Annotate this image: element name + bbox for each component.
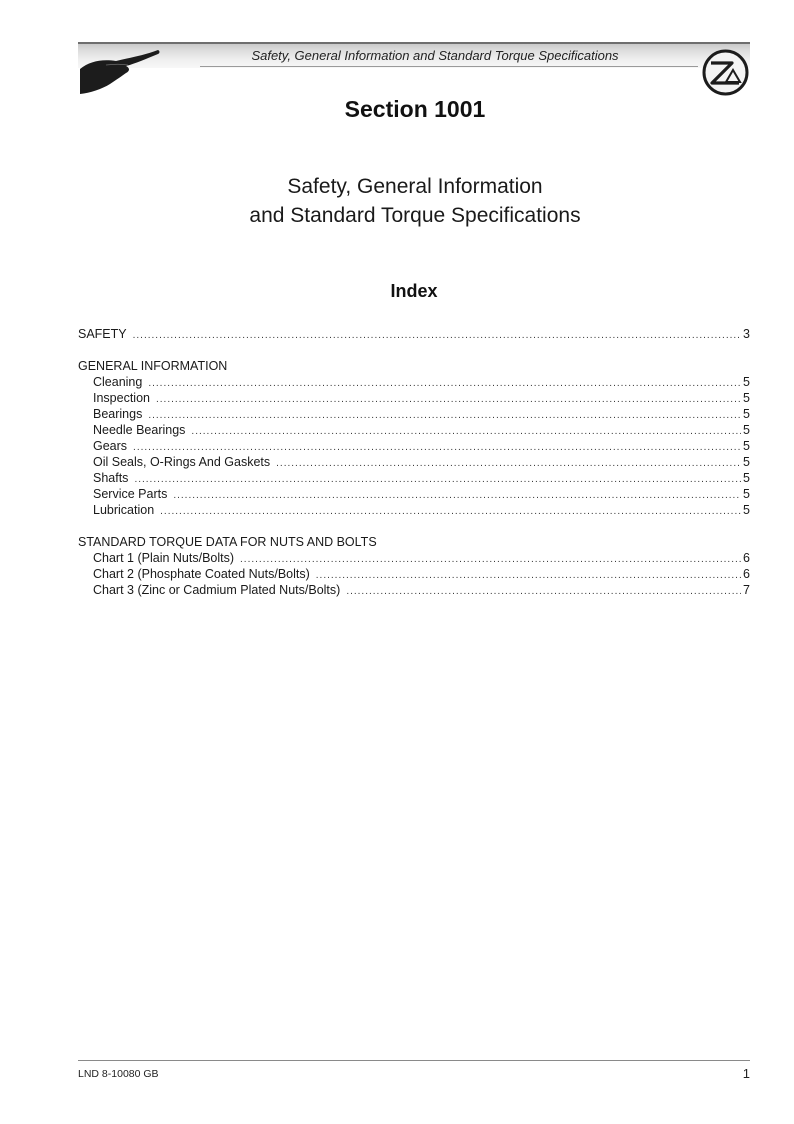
toc-entry-page: 5 [743, 391, 750, 405]
toc-entry-page: 5 [743, 503, 750, 517]
toc-entry-cleaning[interactable] [78, 374, 750, 390]
table-of-contents [78, 326, 750, 598]
index-heading: Index [390, 281, 438, 301]
toc-entry-chart-2[interactable] [78, 566, 750, 582]
toc-entry-page: 6 [743, 551, 750, 565]
toc-entry-page: 5 [743, 407, 750, 421]
toc-entry-label: Inspection [93, 391, 150, 405]
toc-entry-page: 3 [743, 327, 750, 341]
toc-leader-dots [148, 408, 741, 424]
toc-entry-label: Cleaning [93, 375, 143, 389]
toc-entry-page: 5 [743, 439, 750, 453]
main-title [150, 172, 680, 230]
toc-heading-general-information: GENERAL INFORMATION [78, 359, 228, 373]
toc-entry-label: Needle Bearings [93, 423, 186, 437]
toc-heading-standard-torque-data: STANDARD TORQUE DATA FOR NUTS AND BOLTS [78, 535, 377, 549]
toc-leader-dots [160, 504, 741, 520]
toc-entry-page: 5 [743, 487, 750, 501]
toc-entry-page: 5 [743, 375, 750, 389]
toc-entry-lubrication[interactable] [78, 502, 750, 518]
toc-entry-label: Gears [93, 439, 128, 453]
brand-logo [702, 49, 749, 96]
pointing-hand-icon [76, 47, 162, 95]
toc-leader-dots [173, 488, 741, 504]
footer-page-number: 1 [742, 1066, 750, 1081]
toc-leader-dots [134, 472, 741, 488]
toc-entry-label: SAFETY [78, 327, 127, 341]
toc-entry-gears[interactable] [78, 438, 750, 454]
toc-leader-dots [346, 584, 741, 600]
toc-entry-page: 7 [743, 583, 750, 597]
toc-entry-oil-seals[interactable] [78, 454, 750, 470]
toc-leader-dots [316, 568, 741, 584]
toc-entry-label: Oil Seals, O-Rings And Gaskets [93, 455, 271, 469]
toc-entry-service-parts[interactable] [78, 486, 750, 502]
toc-leader-dots [191, 424, 741, 440]
toc-entry-page: 6 [743, 567, 750, 581]
toc-entry-label: Shafts [93, 471, 129, 485]
toc-entry-shafts[interactable] [78, 470, 750, 486]
toc-leader-dots [148, 376, 741, 392]
toc-entry-label: Chart 1 (Plain Nuts/Bolts) [93, 551, 235, 565]
footer-rule [78, 1060, 750, 1061]
toc-entry-chart-1[interactable] [78, 550, 750, 566]
toc-entry-label: Lubrication [93, 503, 155, 517]
toc-entry-label: Chart 2 (Phosphate Coated Nuts/Bolts) [93, 567, 310, 581]
toc-entry-bearings[interactable] [78, 406, 750, 422]
toc-group-standard-torque-data [78, 550, 750, 598]
toc-entry-label: Service Parts [93, 487, 168, 501]
toc-entry-label: Chart 3 (Zinc or Cadmium Plated Nuts/Bolts) [93, 583, 341, 597]
toc-entry-needle-bearings[interactable] [78, 422, 750, 438]
toc-entry-label: Bearings [93, 407, 143, 421]
header-underline [200, 66, 698, 67]
main-title-line-2: and Standard Torque Specifications [249, 204, 581, 227]
toc-entry-inspection[interactable] [78, 390, 750, 406]
toc-leader-dots [240, 552, 741, 568]
footer-document-code: LND 8-10080 GB [78, 1068, 159, 1080]
toc-group-general-information [78, 374, 750, 518]
toc-leader-dots [156, 392, 741, 408]
main-title-line-1: Safety, General Information [287, 175, 543, 198]
toc-leader-dots [133, 328, 741, 344]
toc-leader-dots [276, 456, 741, 472]
section-title: Section 1001 [344, 96, 486, 122]
toc-entry-page: 5 [743, 471, 750, 485]
toc-entry-safety[interactable] [78, 326, 750, 342]
toc-entry-page: 5 [743, 423, 750, 437]
header-title: Safety, General Information and Standard Torque Specifications [251, 48, 619, 63]
toc-entry-chart-3[interactable] [78, 582, 750, 598]
toc-entry-page: 5 [743, 455, 750, 469]
